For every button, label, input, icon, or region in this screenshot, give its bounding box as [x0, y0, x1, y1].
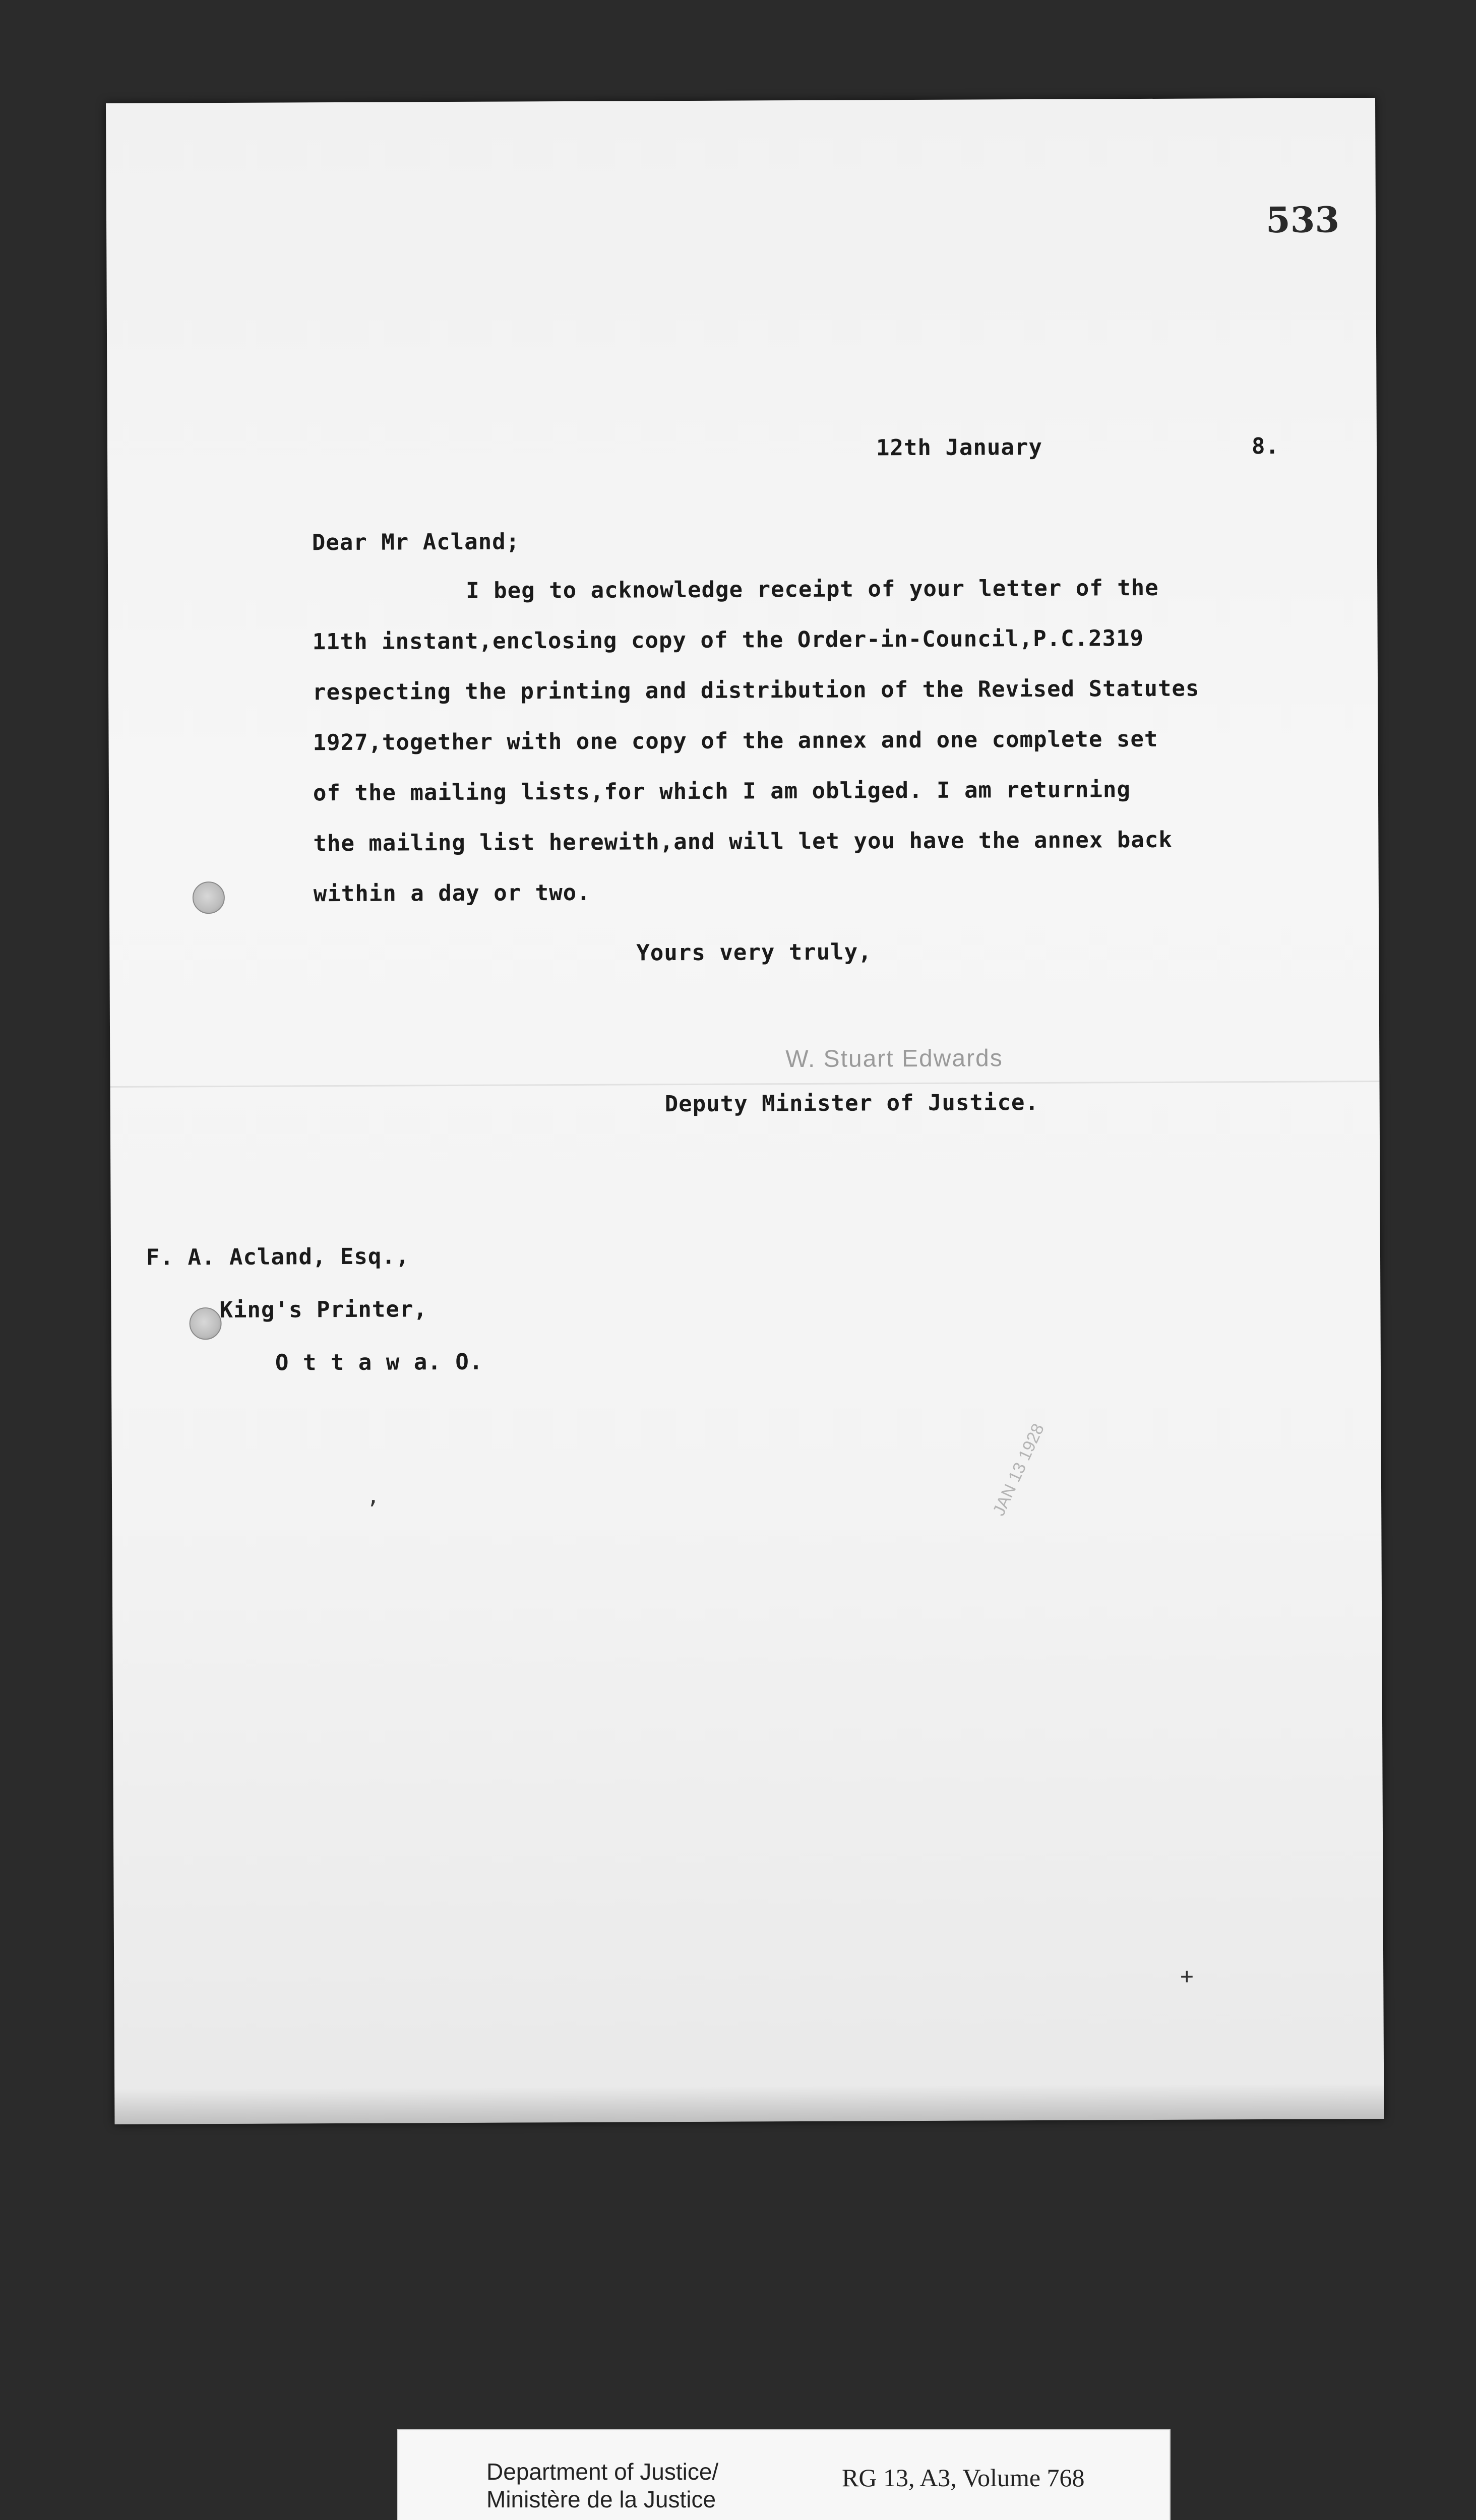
stray-mark: + — [1180, 1963, 1194, 1989]
signature-title: Deputy Minister of Justice. — [664, 1089, 1039, 1117]
department-label — [397, 2429, 1171, 2520]
record-group: RG 13, A3, Volume 768 — [842, 2464, 1085, 2492]
letter-sheet — [106, 98, 1384, 2124]
sheet-shadow — [114, 2084, 1384, 2124]
signature: W. Stuart Edwards — [785, 1045, 1003, 1073]
hole-punch — [189, 1307, 221, 1340]
body-line: within a day or two. — [313, 879, 591, 907]
addressee-line: F. A. Acland, Esq., — [146, 1243, 410, 1271]
letter-year: 8. — [1251, 433, 1280, 460]
body-line: I beg to acknowledge receipt of your letter of the — [466, 575, 1159, 604]
body-line: 11th instant,enclosing copy of the Order-in-Council,P.C.2319 — [312, 625, 1144, 655]
page-number: 533 — [1265, 199, 1340, 241]
body-line: of the mailing lists,for which I am obliged. I am returning — [313, 777, 1131, 806]
body-line: respecting the printing and distribution of the Revised Statutes — [312, 675, 1200, 706]
department-name-french: Ministère de la Justice — [486, 2486, 716, 2512]
stray-mark: , — [366, 1483, 380, 1509]
department-name: Department of Justice/ — [486, 2459, 719, 2485]
body-line: 1927,together with one copy of the annex and one complete set — [313, 726, 1158, 756]
salutation: Dear Mr Acland; — [312, 529, 520, 556]
addressee-line: O t t a w a. O. — [275, 1349, 483, 1376]
received-stamp: JAN 13 1928 — [989, 1420, 1049, 1519]
letter-date: 12th January — [876, 434, 1042, 461]
addressee-line: King's Printer, — [219, 1296, 427, 1324]
hole-punch — [193, 881, 225, 914]
body-line: the mailing list herewith,and will let you have the annex back — [313, 827, 1173, 857]
fold-line — [110, 1081, 1380, 1088]
closing: Yours very truly, — [636, 939, 872, 966]
